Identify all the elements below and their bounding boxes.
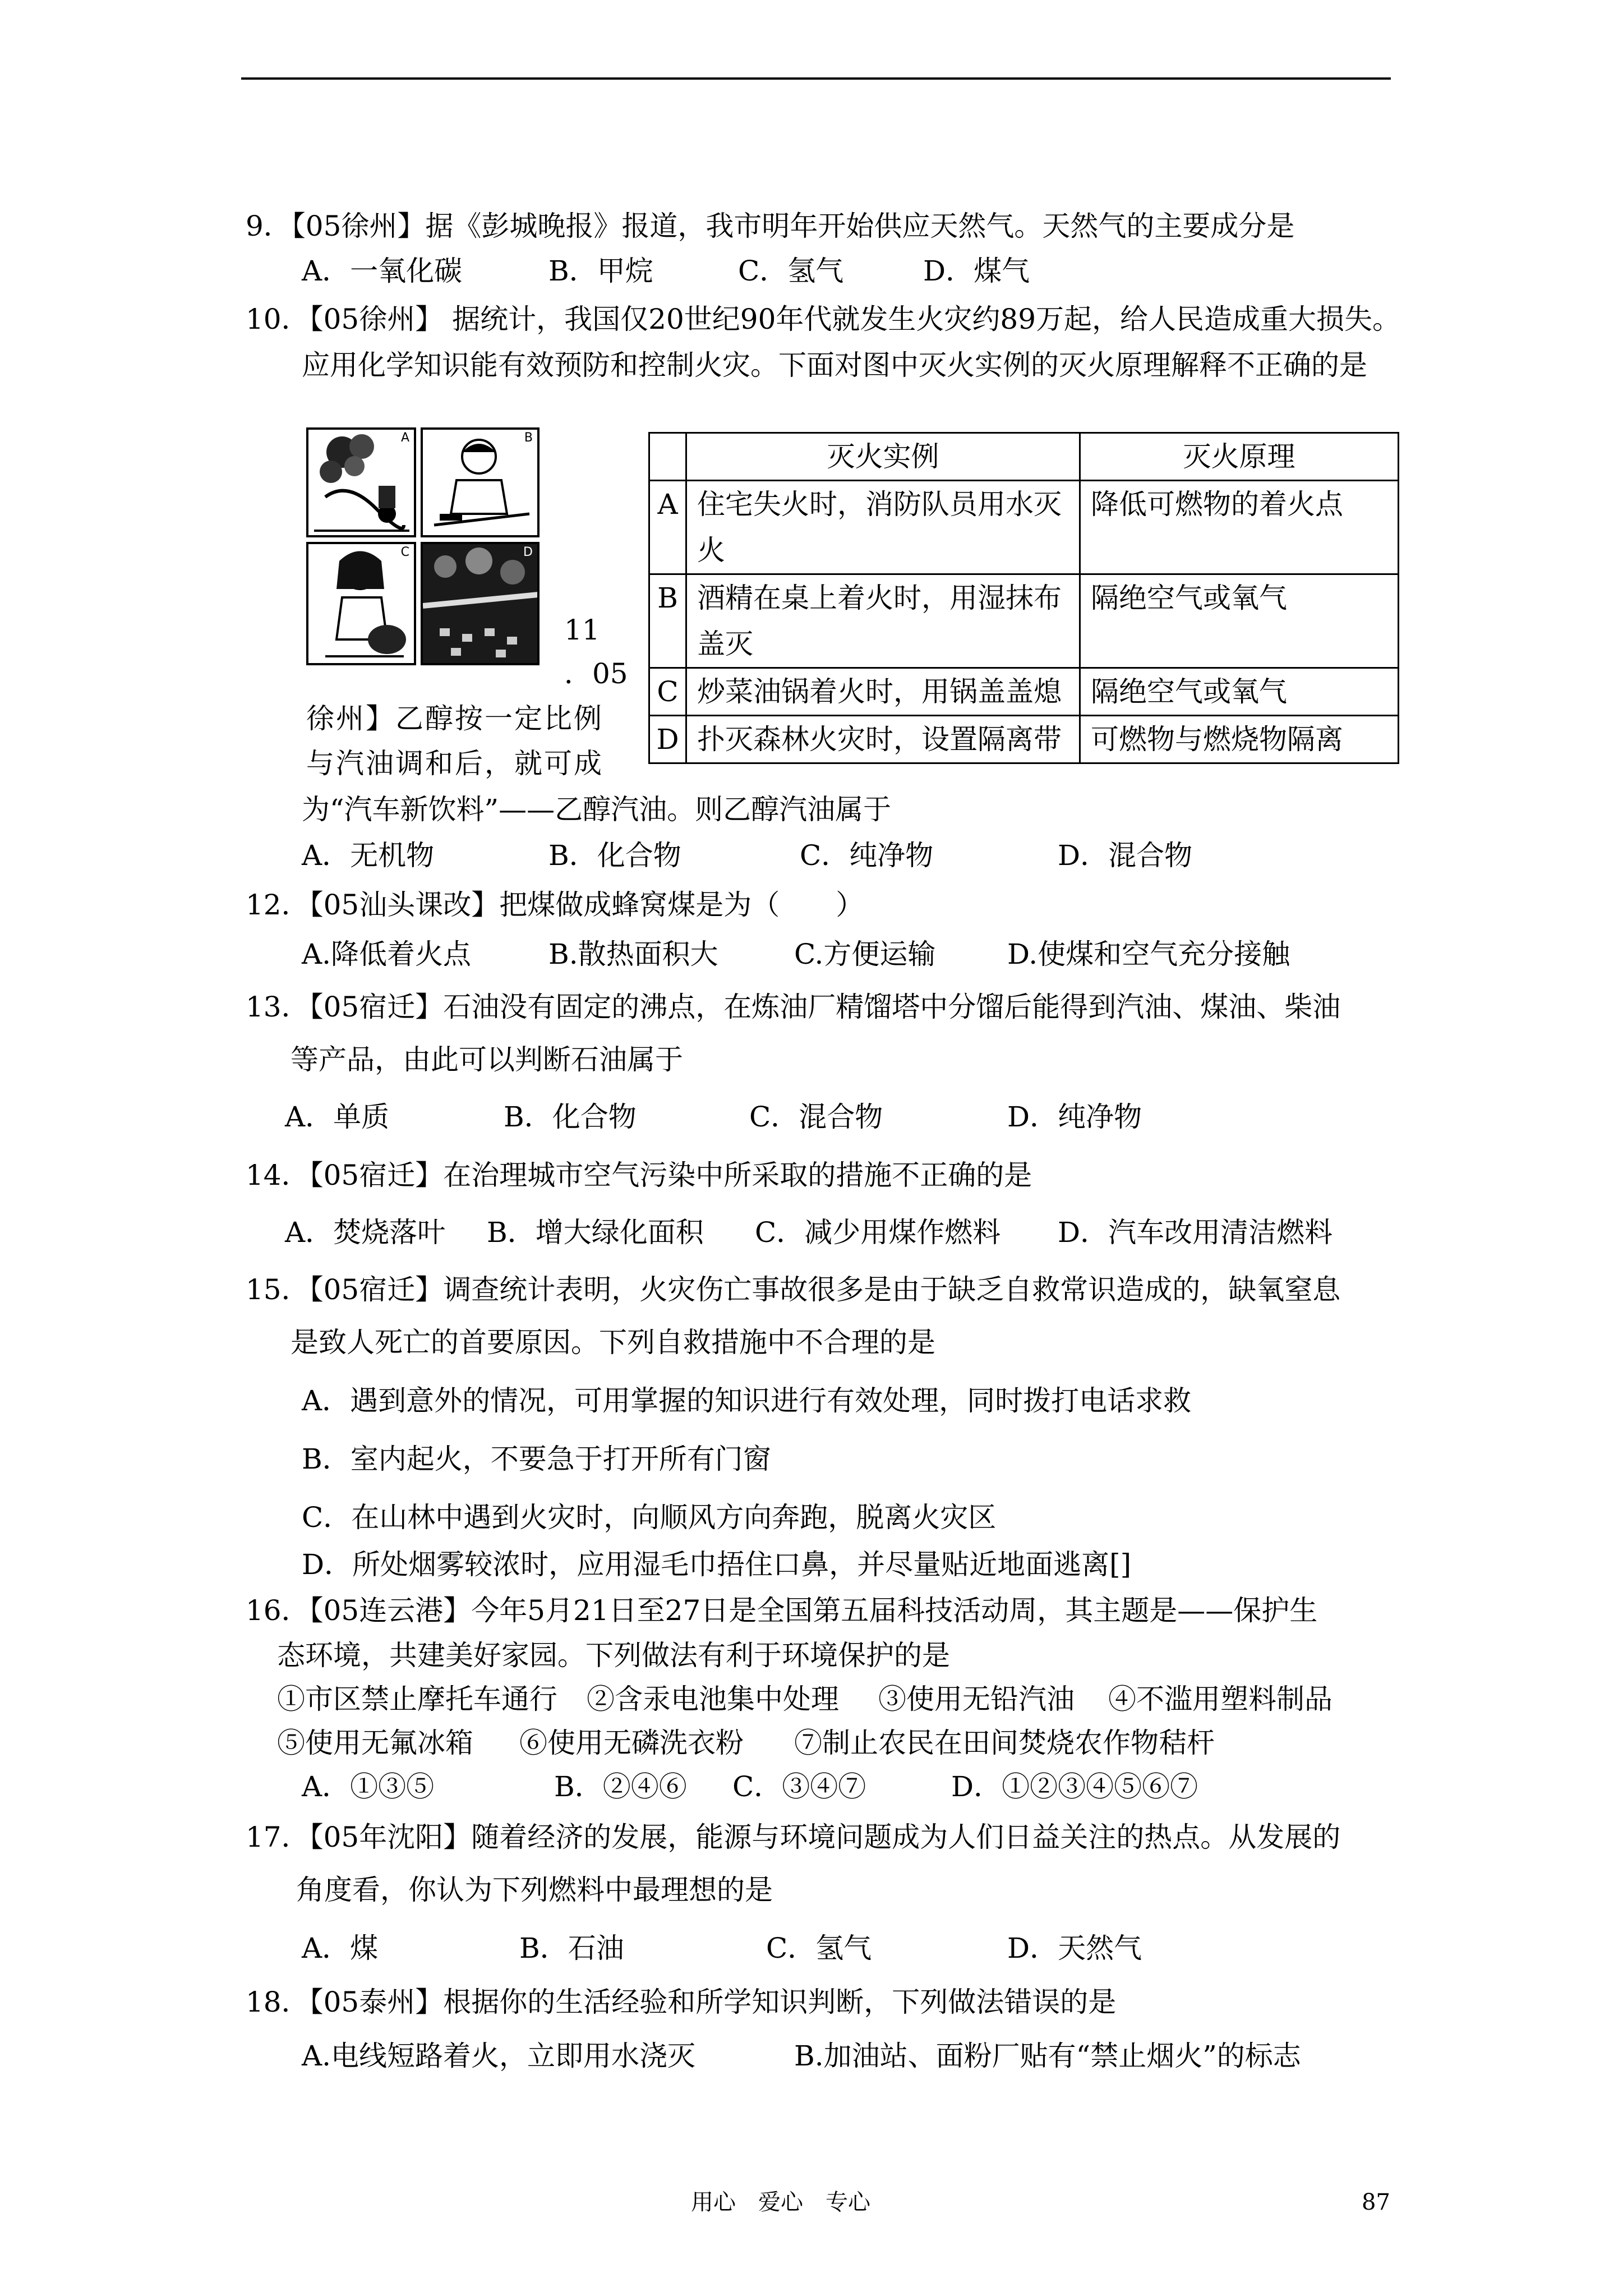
q9-option-a: A．一氧化碳	[302, 255, 463, 287]
q9-option-b: B．甲烷	[548, 255, 653, 287]
table-cell-example	[686, 481, 1080, 574]
table-cell-principle: 隔绝空气或氧气	[1080, 574, 1399, 668]
q13-line2: 等产品，由此可以判断石油属于	[291, 1043, 683, 1076]
table-cell-example: 扑灭森林火灾时，设置隔离带	[686, 716, 1080, 763]
table-cell-line: 盖灭	[697, 628, 753, 660]
q17-line1: 17．【05年沈阳】随着经济的发展，能源与环境问题成为人们日益关注的热点。从发展的	[246, 1821, 1341, 1853]
q16-item-1: ①市区禁止摩托车通行	[277, 1683, 557, 1715]
q11-number-part1: 11	[564, 614, 600, 646]
q15-option-c: C．在山林中遇到火灾时，向顺风方向奔跑，脱离火灾区	[302, 1501, 997, 1534]
header-rule	[241, 77, 1391, 80]
table-cell-line: 酒精在桌上着火时，用湿抹布	[697, 582, 1062, 614]
q18-option-a: A.电线短路着火，立即用水浇灭	[302, 2040, 696, 2072]
q11-option-d: D．混合物	[1058, 839, 1193, 872]
q11-line1: 徐州】乙醇按一定比例	[306, 702, 603, 735]
picture-tag-b: B	[524, 431, 533, 445]
q14-option-a: A．焚烧落叶	[285, 1216, 446, 1249]
q9-option-d: D．煤气	[923, 255, 1030, 287]
table-cell-line: 住宅失火时，消防队员用水灭	[697, 488, 1062, 521]
q17-option-b: B．石油	[519, 1932, 624, 1964]
q11-number-part2: ．05	[564, 657, 628, 690]
footer-motto: 用心 爱心 专心	[691, 2189, 870, 2215]
q15-option-d: D．所处烟雾较浓时，应用湿毛巾捂住口鼻，并尽量贴近地面逃离[]	[302, 1548, 1132, 1581]
q13-option-c: C．混合物	[749, 1101, 883, 1133]
table-cell-principle: 降低可燃物的着火点	[1080, 481, 1399, 574]
q16-line2: 态环境，共建美好家园。下列做法有利于环境保护的是	[277, 1639, 950, 1672]
q11-line3: 为“汽车新饮料”——乙醇汽油。则乙醇汽油属于	[302, 793, 892, 826]
table-row-key: A	[649, 481, 686, 574]
q17-line2: 角度看，你认为下列燃料中最理想的是	[296, 1874, 773, 1906]
picture-tag-d: D	[523, 545, 533, 559]
q16-item-5: ⑤使用无氟冰箱	[277, 1727, 473, 1759]
q12-option-d: D.使煤和空气充分接触	[1007, 938, 1290, 970]
wet-cloth-picture	[421, 427, 540, 537]
q16-option-c: C．③④⑦	[732, 1770, 866, 1803]
table-row	[649, 481, 1399, 574]
table-header-row	[649, 433, 1399, 481]
q11-option-a: A．无机物	[302, 839, 435, 872]
q16-item-7: ⑦制止农民在田间焚烧农作物秸杆	[794, 1727, 1215, 1759]
table-header-example: 灭火实例	[686, 433, 1080, 481]
table-row	[649, 716, 1399, 763]
q10-line2: 应用化学知识能有效预防和控制火灾。下面对图中灭火实例的灭火原理解释不正确的是	[302, 349, 1367, 381]
q15-option-a: A．遇到意外的情况，可用掌握的知识进行有效处理，同时拨打电话求救	[302, 1384, 1192, 1417]
q13-option-b: B．化合物	[504, 1101, 637, 1133]
q16-item-2: ②含汞电池集中处理	[587, 1683, 839, 1715]
table-row-key: B	[649, 574, 686, 668]
q11-line2: 与汽油调和后，就可成	[306, 747, 603, 780]
table-cell-principle: 隔绝空气或氧气	[1080, 668, 1399, 716]
q12-option-a: A.降低着火点	[302, 938, 472, 970]
q9-option-c: C．氢气	[738, 255, 844, 287]
q13-option-a: A．单质	[285, 1101, 390, 1133]
table-cell-line: 火	[697, 534, 725, 567]
q16-item-4: ④不滥用塑料制品	[1108, 1683, 1332, 1715]
q12-stem: 12．【05汕头课改】把煤做成蜂窝煤是为（ ）	[246, 889, 864, 921]
q15-option-b: B．室内起火，不要急于打开所有门窗	[302, 1443, 771, 1475]
q18-option-b: B.加油站、面粉厂贴有“禁止烟火”的标志	[794, 2040, 1301, 2072]
table-corner-cell	[649, 433, 686, 481]
picture-tag-a: A	[400, 431, 409, 445]
table-cell-example	[686, 574, 1080, 668]
q15-line1: 15．【05宿迁】调查统计表明，火灾伤亡事故很多是由于缺乏自救常识造成的，缺氧窒息	[246, 1273, 1341, 1306]
q14-option-c: C．减少用煤作燃料	[755, 1216, 1001, 1249]
page-number: 87	[1362, 2189, 1390, 2215]
table-row	[649, 668, 1399, 716]
table-cell-example: 炒菜油锅着火时，用锅盖盖熄	[686, 668, 1080, 716]
q16-line1: 16．【05连云港】今年5月21日至27日是全国第五届科技活动周，其主题是——保护生	[246, 1594, 1318, 1627]
q16-item-3: ③使用无铅汽油	[878, 1683, 1075, 1715]
q18-stem: 18．【05泰州】根据你的生活经验和所学知识判断，下列做法错误的是	[246, 1986, 1117, 2018]
q14-option-d: D．汽车改用清洁燃料	[1058, 1216, 1333, 1249]
q16-option-d: D．①②③④⑤⑥⑦	[951, 1770, 1198, 1803]
q13-option-d: D．纯净物	[1007, 1101, 1142, 1133]
q14-stem: 14．【05宿迁】在治理城市空气污染中所采取的措施不正确的是	[246, 1159, 1032, 1191]
q12-option-c: C.方便运输	[794, 938, 936, 970]
firefighter-picture	[306, 427, 416, 537]
q10-line1: 10．【05徐州】 据统计，我国仅20世纪90年代就发生火灾约89万起，给人民造成重大损失。	[246, 303, 1401, 335]
table-header-principle: 灭火原理	[1080, 433, 1399, 481]
q16-item-6: ⑥使用无磷洗衣粉	[519, 1727, 744, 1759]
table-row	[649, 574, 1399, 668]
firebreak-picture	[421, 542, 540, 665]
q16-option-a: A．①③⑤	[302, 1770, 435, 1803]
q12-option-b: B.散热面积大	[548, 938, 718, 970]
q13-line1: 13．【05宿迁】石油没有固定的沸点，在炼油厂精馏塔中分馏后能得到汽油、煤油、柴油	[246, 991, 1341, 1023]
fire-principle-table	[648, 432, 1399, 764]
q16-option-b: B．②④⑥	[554, 1770, 687, 1803]
q11-option-c: C．纯净物	[800, 839, 934, 872]
q11-option-b: B．化合物	[548, 839, 681, 872]
q15-line2: 是致人死亡的首要原因。下列自救措施中不合理的是	[291, 1326, 935, 1359]
q9-stem: 9．【05徐州】据《彭城晚报》报道，我市明年开始供应天然气。天然气的主要成分是	[246, 210, 1295, 242]
q17-option-d: D．天然气	[1007, 1932, 1142, 1964]
table-row-key: C	[649, 668, 686, 716]
q17-option-c: C．氢气	[766, 1932, 872, 1964]
q14-option-b: B．增大绿化面积	[487, 1216, 704, 1249]
pot-lid-picture	[306, 542, 416, 665]
table-row-key: D	[649, 716, 686, 763]
q17-option-a: A．煤	[302, 1932, 379, 1964]
picture-tag-c: C	[400, 545, 409, 559]
table-cell-principle: 可燃物与燃烧物隔离	[1080, 716, 1399, 763]
